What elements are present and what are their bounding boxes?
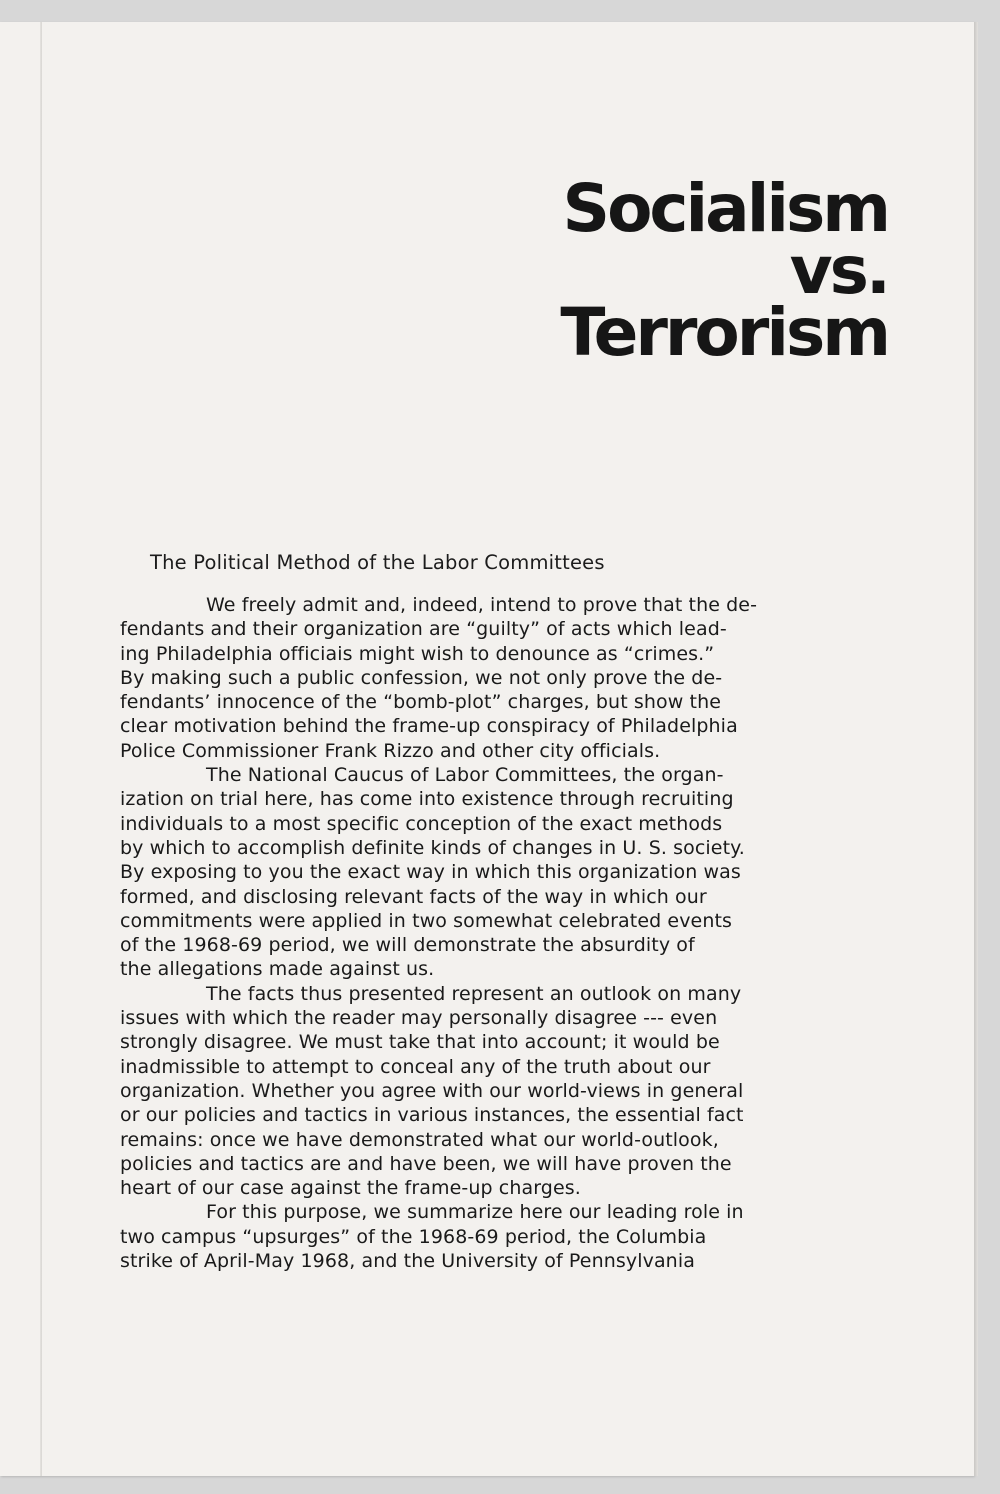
text-line: remains: once we have demonstrated what our world-outlook, <box>120 1128 719 1151</box>
text-line: By making such a public confession, we not only prove the de- <box>120 666 723 689</box>
text-line: Police Commissioner Frank Rizzo and other city officials. <box>120 739 661 762</box>
headline-line-1: Socialism <box>562 170 888 247</box>
text-line: issues with which the reader may personally disagree --- even <box>120 1007 718 1030</box>
text-line: We freely admit and, indeed, intend to prove that the de- <box>206 594 758 616</box>
text-line: strike of April-May 1968, and the University of Pennsylvania <box>120 1250 695 1273</box>
paragraph <box>120 763 840 982</box>
text-line: the allegations made against us. <box>120 958 435 981</box>
text-line: policies and tactics are and have been, we will have proven the <box>120 1152 732 1175</box>
text-line: For this purpose, we summarize here our leading role in <box>206 1201 744 1224</box>
paragraph <box>120 593 840 763</box>
text-line: fendants and their organization are “guilty” of acts which lead- <box>120 618 727 641</box>
text-line: The National Caucus of Labor Committees, the organ- <box>206 764 724 787</box>
text-line: formed, and disclosing relevant facts of the way in which our <box>120 885 707 908</box>
text-line: ization on trial here, has come into existence through recruiting <box>120 788 734 811</box>
headline <box>560 170 888 371</box>
body-text <box>120 593 840 1273</box>
text-line: or our policies and tactics in various instances, the essential fact <box>120 1104 744 1127</box>
text-line: The facts thus presented represent an outlook on many <box>206 982 742 1005</box>
text-line: strongly disagree. We must take that into account; it would be <box>120 1031 720 1054</box>
text-line: By exposing to you the exact way in which this organization was <box>120 861 741 884</box>
text-line: fendants’ innocence of the “bomb-plot” charges, but show the <box>120 691 722 714</box>
text-line: by which to accomplish definite kinds of changes in U. S. society. <box>120 836 745 859</box>
text-line: clear motivation behind the frame-up conspiracy of Philadelphia <box>120 715 738 738</box>
text-line: inadmissible to attempt to conceal any of the truth about our <box>120 1055 711 1078</box>
text-line: individuals to a most specific conception of the exact methods <box>120 812 723 835</box>
text-line: organization. Whether you agree with our world-views in general <box>120 1079 744 1102</box>
text-line: commitments were applied in two somewhat celebrated events <box>120 909 733 932</box>
paragraph <box>120 982 840 1201</box>
section-title: The Political Method of the Labor Committees <box>150 551 605 574</box>
text-line: heart of our case against the frame-up charges. <box>120 1177 581 1200</box>
paragraph <box>120 1200 840 1273</box>
headline-line-3: Terrorism <box>560 294 888 371</box>
page-right-edge <box>974 22 978 1476</box>
text-line: two campus “upsurges” of the 1968-69 period, the Columbia <box>120 1225 707 1248</box>
text-line: ing Philadelphia officiais might wish to denounce as “crimes.” <box>120 642 715 665</box>
text-line: of the 1968-69 period, we will demonstrate the absurdity of <box>120 934 695 957</box>
headline-line-2: vs. <box>789 232 888 309</box>
